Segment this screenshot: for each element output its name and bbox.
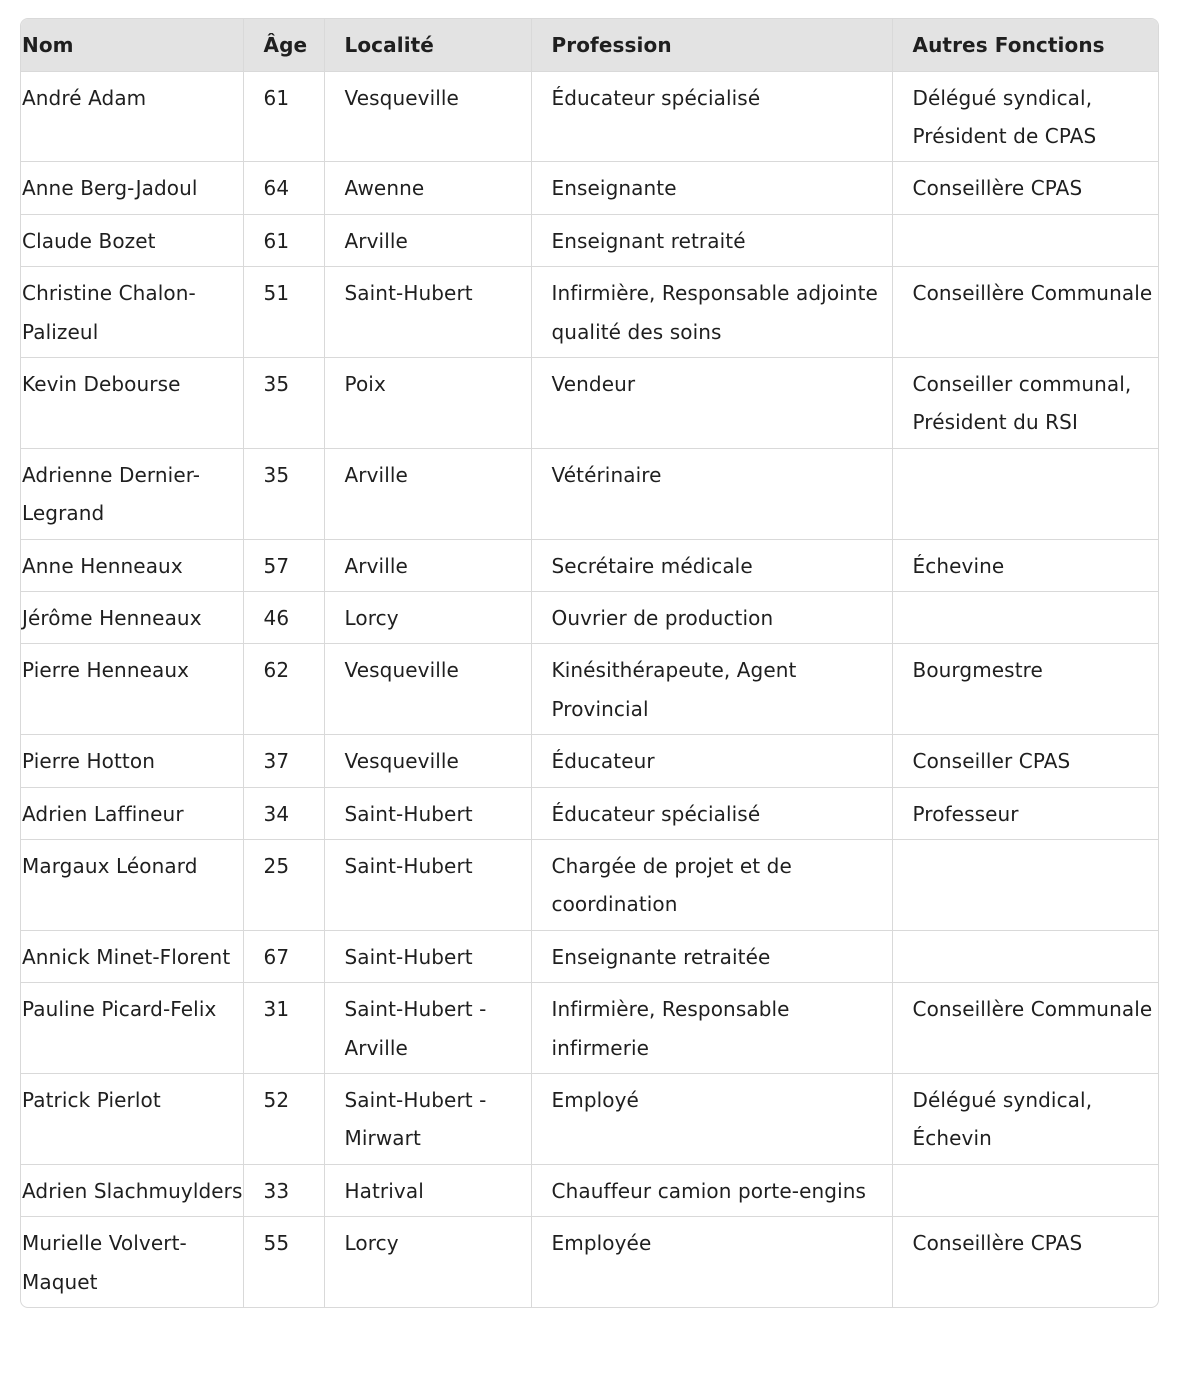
cell-autres-fonctions: Conseillère CPAS <box>892 162 1159 214</box>
cell-nom: Pauline Picard-Felix <box>21 983 243 1074</box>
table-row <box>21 214 1159 266</box>
cell-localite: Lorcy <box>324 1217 531 1307</box>
cell-autres-fonctions: Échevine <box>892 539 1159 591</box>
cell-nom: Pierre Hotton <box>21 735 243 787</box>
candidates-table-container <box>20 18 1159 1308</box>
cell-profession: Infirmière, Responsable infirmerie <box>531 983 892 1074</box>
cell-autres-fonctions: Bourgmestre <box>892 644 1159 735</box>
cell-autres-fonctions <box>892 214 1159 266</box>
cell-localite: Saint-Hubert - Mirwart <box>324 1074 531 1165</box>
cell-profession: Chargée de projet et de coordination <box>531 840 892 931</box>
cell-profession: Enseignant retraité <box>531 214 892 266</box>
cell-age: 52 <box>243 1074 324 1165</box>
cell-profession: Vétérinaire <box>531 448 892 539</box>
cell-nom: Murielle Volvert-Maquet <box>21 1217 243 1307</box>
cell-autres-fonctions <box>892 591 1159 643</box>
cell-autres-fonctions <box>892 840 1159 931</box>
cell-localite: Vesqueville <box>324 735 531 787</box>
cell-age: 55 <box>243 1217 324 1307</box>
cell-profession: Vendeur <box>531 357 892 448</box>
cell-age: 62 <box>243 644 324 735</box>
cell-profession: Enseignante <box>531 162 892 214</box>
cell-profession: Chauffeur camion porte-engins <box>531 1164 892 1216</box>
cell-localite: Arville <box>324 448 531 539</box>
table-body <box>21 71 1159 1307</box>
cell-age: 61 <box>243 71 324 162</box>
cell-autres-fonctions: Délégué syndical, Échevin <box>892 1074 1159 1165</box>
table-row <box>21 840 1159 931</box>
cell-localite: Saint-Hubert <box>324 267 531 358</box>
cell-profession: Secrétaire médicale <box>531 539 892 591</box>
cell-localite: Poix <box>324 357 531 448</box>
cell-nom: Annick Minet-Florent <box>21 930 243 982</box>
table-row <box>21 539 1159 591</box>
cell-age: 64 <box>243 162 324 214</box>
cell-nom: Pierre Henneaux <box>21 644 243 735</box>
cell-profession: Éducateur <box>531 735 892 787</box>
table-row <box>21 162 1159 214</box>
table-row <box>21 1217 1159 1307</box>
cell-localite: Vesqueville <box>324 644 531 735</box>
cell-profession: Éducateur spécialisé <box>531 787 892 839</box>
cell-localite: Saint-Hubert <box>324 930 531 982</box>
cell-nom: Adrien Laffineur <box>21 787 243 839</box>
cell-profession: Employé <box>531 1074 892 1165</box>
cell-autres-fonctions: Conseiller communal, Président du RSI <box>892 357 1159 448</box>
cell-nom: Adrien Slachmuylders <box>21 1164 243 1216</box>
column-header-age: Âge <box>243 19 324 71</box>
cell-age: 37 <box>243 735 324 787</box>
cell-nom: Christine Chalon-Palizeul <box>21 267 243 358</box>
cell-age: 31 <box>243 983 324 1074</box>
cell-autres-fonctions: Délégué syndical, Président de CPAS <box>892 71 1159 162</box>
cell-age: 51 <box>243 267 324 358</box>
cell-age: 33 <box>243 1164 324 1216</box>
cell-autres-fonctions <box>892 1164 1159 1216</box>
cell-nom: Anne Henneaux <box>21 539 243 591</box>
cell-nom: Patrick Pierlot <box>21 1074 243 1165</box>
table-row <box>21 983 1159 1074</box>
cell-localite: Saint-Hubert <box>324 787 531 839</box>
cell-autres-fonctions: Conseiller CPAS <box>892 735 1159 787</box>
cell-nom: André Adam <box>21 71 243 162</box>
cell-profession: Infirmière, Responsable adjointe qualité des soins <box>531 267 892 358</box>
cell-age: 35 <box>243 357 324 448</box>
cell-age: 25 <box>243 840 324 931</box>
cell-localite: Arville <box>324 539 531 591</box>
cell-localite: Awenne <box>324 162 531 214</box>
cell-autres-fonctions <box>892 448 1159 539</box>
cell-profession: Éducateur spécialisé <box>531 71 892 162</box>
table-row <box>21 930 1159 982</box>
table-row <box>21 644 1159 735</box>
cell-autres-fonctions <box>892 930 1159 982</box>
cell-age: 34 <box>243 787 324 839</box>
table-row <box>21 591 1159 643</box>
cell-nom: Kevin Debourse <box>21 357 243 448</box>
table-header <box>21 19 1159 71</box>
cell-localite: Lorcy <box>324 591 531 643</box>
cell-age: 57 <box>243 539 324 591</box>
cell-profession: Ouvrier de production <box>531 591 892 643</box>
table-row <box>21 787 1159 839</box>
cell-localite: Vesqueville <box>324 71 531 162</box>
table-row <box>21 1164 1159 1216</box>
column-header-autres-fonctions: Autres Fonctions <box>892 19 1159 71</box>
table-row <box>21 448 1159 539</box>
cell-localite: Saint-Hubert <box>324 840 531 931</box>
cell-autres-fonctions: Professeur <box>892 787 1159 839</box>
cell-nom: Margaux Léonard <box>21 840 243 931</box>
column-header-profession: Profession <box>531 19 892 71</box>
column-header-localite: Localité <box>324 19 531 71</box>
cell-nom: Claude Bozet <box>21 214 243 266</box>
cell-autres-fonctions: Conseillère CPAS <box>912 1231 1083 1256</box>
cell-age: 67 <box>243 930 324 982</box>
table-row <box>21 1074 1159 1165</box>
table-row <box>21 71 1159 162</box>
cell-autres-fonctions: Conseillère Communale <box>892 267 1159 358</box>
cell-nom: Jérôme Henneaux <box>21 591 243 643</box>
cell-localite: Hatrival <box>324 1164 531 1216</box>
cell-localite: Saint-Hubert - Arville <box>324 983 531 1074</box>
cell-localite: Arville <box>324 214 531 266</box>
cell-profession: Enseignante retraitée <box>531 930 892 982</box>
table-row <box>21 357 1159 448</box>
table-row <box>21 267 1159 358</box>
cell-age: 61 <box>243 214 324 266</box>
candidates-table <box>21 19 1159 1307</box>
cell-nom: Adrienne Dernier-Legrand <box>21 448 243 539</box>
cell-age: 46 <box>243 591 324 643</box>
cell-profession: Kinésithérapeute, Agent Provincial <box>531 644 892 735</box>
cell-age: 35 <box>243 448 324 539</box>
table-row <box>21 735 1159 787</box>
cell-profession: Employée <box>531 1217 892 1307</box>
cell-nom: Anne Berg-Jadoul <box>21 162 243 214</box>
cell-autres-fonctions: Conseillère Communale <box>892 983 1159 1074</box>
header-row <box>21 19 1159 71</box>
column-header-nom: Nom <box>21 19 243 71</box>
